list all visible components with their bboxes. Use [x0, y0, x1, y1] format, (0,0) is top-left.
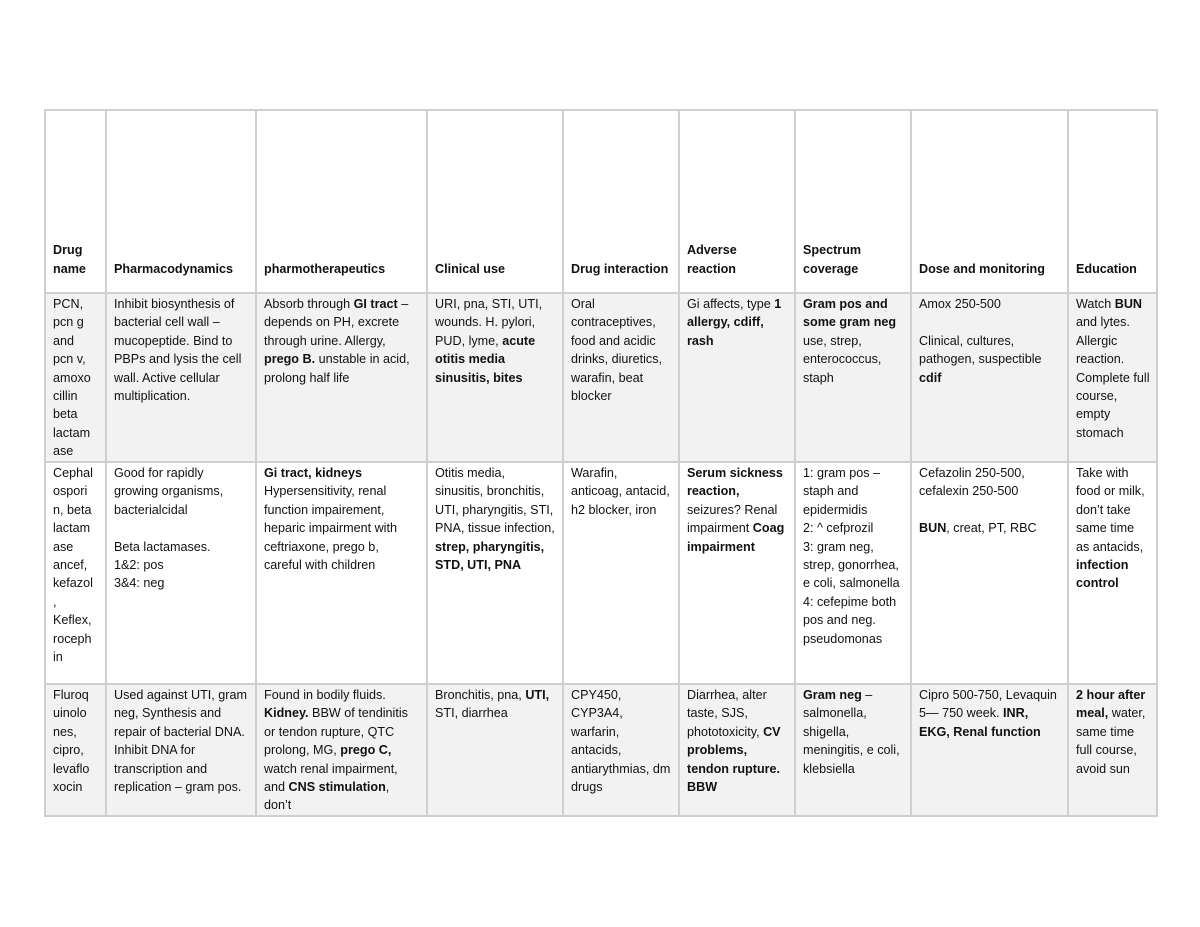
- dose-monitoring-cell: Amox 250-500 Clinical, cultures, pathogen, suspectible cdif: [911, 293, 1068, 462]
- drug-interaction-cell: CPY450, CYP3A4, warfarin, antacids, antiarythmias, dm drugs: [563, 684, 679, 816]
- drug-name-line: amoxo: [53, 370, 91, 385]
- drug-name-line: xocin: [53, 780, 83, 795]
- table-row: [45, 293, 1157, 462]
- drug-name-line: levaflo: [53, 761, 90, 776]
- adverse-reaction-cell: Serum sickness reaction, seizures? Renal impairment Coag impairment: [679, 462, 795, 684]
- drug-name-line: and: [53, 333, 75, 348]
- drug-name-line: Keflex,: [53, 613, 92, 628]
- drug-name-line: ase: [53, 539, 74, 554]
- drug-name-cell: [45, 293, 106, 462]
- header-row: [45, 110, 1157, 293]
- header-spectrum-coverage: Spectrum coverage: [795, 110, 911, 293]
- pharmacotherapeutics-cell: Gi tract, kidneys Hypersensitivity, renal function impairement, heparic impairment with ceftriaxone, prego b, careful with children: [256, 462, 427, 684]
- drug-interaction-cell: Warafin, anticoag, antacid, h2 blocker, iron: [563, 462, 679, 684]
- drug-name-cell: [45, 684, 106, 816]
- drug-name-line: uinolo: [53, 706, 87, 721]
- pharmacodynamics-cell: Inhibit biosynthesis of bacterial cell wall – mucopeptide. Bind to PBPs and lysis the cell wall. Active cellular multiplication.: [106, 293, 256, 462]
- drug-name-line: roceph: [53, 631, 92, 646]
- clinical-use-cell: Bronchitis, pna, UTI, STI, diarrhea: [427, 684, 563, 816]
- drug-name-line: ,: [53, 594, 57, 609]
- header-adverse-reaction: Adverse reaction: [679, 110, 795, 293]
- drug-name-line: cillin: [53, 389, 78, 404]
- pharmacodynamics-cell: Good for rapidly growing organisms, bacterialcidal Beta lactamases. 1&2: pos 3&4: neg: [106, 462, 256, 684]
- drug-name-line: in: [53, 650, 63, 665]
- drug-name-line: kefazol: [53, 576, 93, 591]
- drug-name-line: beta: [53, 407, 78, 422]
- adverse-reaction-cell: Gi affects, type 1 allergy, cdiff, rash: [679, 293, 795, 462]
- table-row: [45, 684, 1157, 816]
- header-dose-monitoring: Dose and monitoring: [911, 110, 1068, 293]
- pharmacodynamics-cell: Used against UTI, gram neg, Synthesis and repair of bacterial DNA. Inhibit DNA for transcription and replication – gram pos.: [106, 684, 256, 816]
- drug-name-line: ospori: [53, 484, 88, 499]
- drug-name-line: pcn v,: [53, 352, 86, 367]
- header-clinical-use: Clinical use: [427, 110, 563, 293]
- drug-table: [44, 109, 1158, 817]
- header-pharmacotherapeutics: pharmotherapeutics: [256, 110, 427, 293]
- drug-name-line: Cephal: [53, 466, 93, 480]
- spectrum-coverage-cell: Gram pos and some gram neg use, strep, enterococcus, staph: [795, 293, 911, 462]
- adverse-reaction-cell: Diarrhea, alter taste, SJS, phototoxicity, CV problems, tendon rupture. BBW: [679, 684, 795, 816]
- education-cell: Take with food or milk, don’t take same time as antacids, infection control: [1068, 462, 1157, 684]
- drug-name-line: PCN,: [53, 297, 84, 311]
- dose-monitoring-cell: Cipro 500-750, Levaquin 5— 750 week. INR, EKG, Renal function: [911, 684, 1068, 816]
- clinical-use-cell: URI, pna, STI, UTI, wounds. H. pylori, PUD, lyme, acute otitis media sinusitis, bites: [427, 293, 563, 462]
- drug-name-cell: [45, 462, 106, 684]
- drug-name-line: pcn g: [53, 315, 84, 330]
- drug-name-line: ase: [53, 444, 74, 459]
- education-cell: 2 hour after meal, water, same time full course, avoid sun: [1068, 684, 1157, 816]
- pharmacotherapeutics-cell: Absorb through GI tract – depends on PH, excrete through urine. Allergy, prego B. unstable in acid, prolong half life: [256, 293, 427, 462]
- table-row: [45, 462, 1157, 684]
- drug-name-line: n, beta: [53, 502, 92, 517]
- drug-name-line: Fluroq: [53, 688, 89, 702]
- education-cell: Watch BUN and lytes. Allergic reaction. Complete full course, empty stomach: [1068, 293, 1157, 462]
- drug-name-line: nes,: [53, 724, 77, 739]
- drug-name-line: cipro,: [53, 743, 84, 758]
- drug-name-line: lactam: [53, 425, 91, 440]
- dose-monitoring-cell: Cefazolin 250-500, cefalexin 250-500 BUN, creat, PT, RBC: [911, 462, 1068, 684]
- header-drug-name: Drug name: [45, 110, 106, 293]
- spectrum-coverage-cell: 1: gram pos – staph and epidermidis 2: ^ cefprozil 3: gram neg, strep, gonorrhea, e coli, salmonella 4: cefepime both pos and neg. pseudomonas: [795, 462, 911, 684]
- spectrum-coverage-cell: Gram neg – salmonella, shigella, meningitis, e coli, klebsiella: [795, 684, 911, 816]
- header-pharmacodynamics: Pharmacodynamics: [106, 110, 256, 293]
- drug-name-line: ancef,: [53, 558, 88, 573]
- drug-interaction-cell: Oral contraceptives, food and acidic drinks, diuretics, warafin, beat blocker: [563, 293, 679, 462]
- header-education: Education: [1068, 110, 1157, 293]
- clinical-use-cell: Otitis media, sinusitis, bronchitis, UTI, pharyngitis, STI, PNA, tissue infection, strep, pharyngitis, STD, UTI, PNA: [427, 462, 563, 684]
- header-drug-interaction: Drug interaction: [563, 110, 679, 293]
- drug-name-line: lactam: [53, 521, 91, 536]
- pharmacotherapeutics-cell: Found in bodily fluids. Kidney. BBW of tendinitis or tendon rupture, QTC prolong, MG, prego C, watch renal impairment, and CNS stimulation, don’t: [256, 684, 427, 816]
